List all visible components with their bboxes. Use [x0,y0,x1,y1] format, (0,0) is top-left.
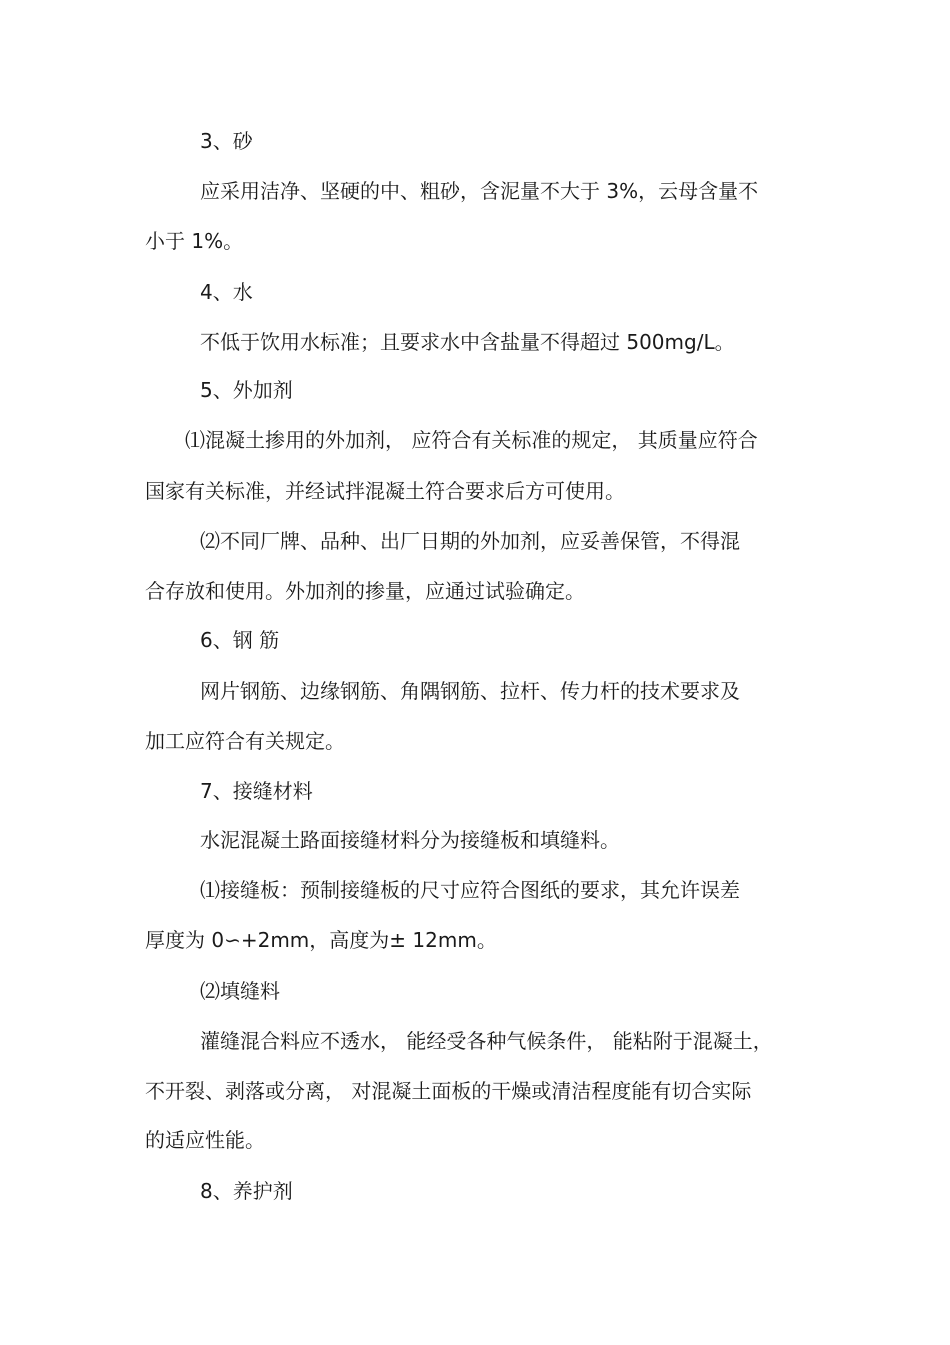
paragraph-admixture-item2-line-2: 合存放和使用。外加剂的掺量，应通过试验确定。 [145,579,585,603]
heading-rebar: 6、钢 筋 [200,628,280,652]
heading-water: 4、水 [200,280,253,304]
heading-curing-agent: 8、养护剂 [200,1179,293,1203]
paragraph-rebar-line-1: 网片钢筋、边缘钢筋、角隅钢筋、拉杆、传力杆的技术要求及 [200,679,740,703]
paragraph-sand-line-1: 应采用洁净、坚硬的中、粗砂，含泥量不大于 3%，云母含量不 [200,179,759,203]
paragraph-joint-filler-line-3: 的适应性能。 [145,1128,265,1152]
heading-joint-filler: ⑵填缝料 [200,979,280,1003]
heading-joint-material: 7、接缝材料 [200,779,313,803]
paragraph-admixture-item2-line-1: ⑵不同厂牌、品种、出厂日期的外加剂，应妥善保管，不得混 [200,529,740,553]
paragraph-joint-item1-line-1: ⑴接缝板：预制接缝板的尺寸应符合图纸的要求，其允许误差 [200,878,740,902]
paragraph-joint-filler-line-2: 不开裂、剥落或分离， 对混凝土面板的干燥或清洁程度能有切合实际 [145,1079,752,1103]
paragraph-rebar-line-2: 加工应符合有关规定。 [145,729,345,753]
paragraph-sand-line-2: 小于 1%。 [145,229,244,253]
heading-sand: 3、砂 [200,129,253,153]
paragraph-joint-intro: 水泥混凝土路面接缝材料分为接缝板和填缝料。 [200,828,620,852]
paragraph-admixture-item1-line-2: 国家有关标准，并经试拌混凝土符合要求后方可使用。 [145,479,625,503]
heading-admixture: 5、外加剂 [200,378,293,402]
paragraph-admixture-item1-line-1: ⑴混凝土掺用的外加剂， 应符合有关标准的规定， 其质量应符合 [185,428,758,452]
paragraph-water-line-1: 不低于饮用水标准；且要求水中含盐量不得超过 500mg/L。 [200,330,735,354]
paragraph-joint-item1-line-2: 厚度为 0∽+2mm，高度为± 12mm。 [145,928,497,952]
paragraph-joint-filler-line-1: 灌缝混合料应不透水， 能经受各种气候条件， 能粘附于混凝土， [200,1029,773,1053]
